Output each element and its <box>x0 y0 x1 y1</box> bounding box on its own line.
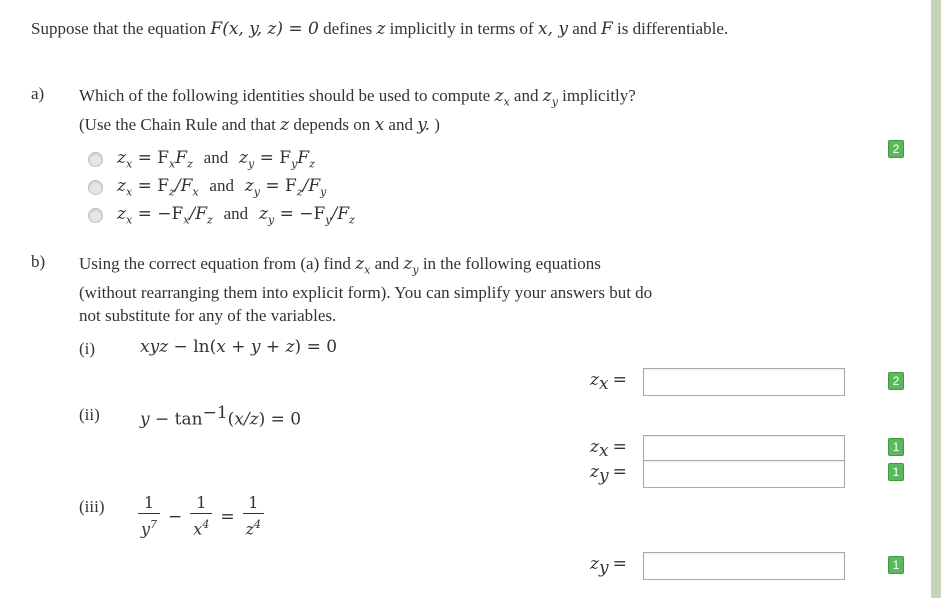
subpart-ii-zx-points-badge: 1 <box>888 438 904 456</box>
intro-text-5: is differentiable. <box>617 19 729 38</box>
subpart-ii-equation: $y - \tan^{-1}(x/z) = 0$ <box>140 403 302 430</box>
option-3-radio[interactable] <box>88 208 103 223</box>
part-a-q6: ) <box>434 115 440 135</box>
subpart-ii-zy-input[interactable] <box>643 460 845 488</box>
part-a-question <box>79 84 779 137</box>
intro-F: F <box>600 19 613 39</box>
subpart-ii-zx-input[interactable] <box>643 435 845 463</box>
fraction-1: $\frac{1}{y^7}$ <box>138 493 160 540</box>
subpart-i-points-badge: 2 <box>888 372 904 390</box>
part-a-points-badge: 2 <box>888 140 904 158</box>
part-a-zx: $z_x$ <box>494 86 510 109</box>
intro-text-2: defines <box>323 19 373 38</box>
intro-z: z <box>376 19 386 39</box>
option-3[interactable] <box>88 203 355 227</box>
option-2[interactable] <box>88 175 326 199</box>
part-b-q2: in the following equations <box>422 254 601 273</box>
part-b-zx: $z_x$ <box>355 254 371 277</box>
subpart-ii-label: (ii) <box>79 405 100 424</box>
subpart-iii-zy-input[interactable] <box>643 552 845 580</box>
part-a-q5: and <box>388 115 413 135</box>
part-b-zy: $z_y$ <box>403 254 419 277</box>
subpart-iii-equation <box>138 493 264 540</box>
part-a-zy: $z_y$ <box>542 86 558 109</box>
intro-equation: F(x, y, z) = 0 <box>210 19 319 39</box>
part-b-q3: (without rearranging them into explicit form). You can simplify your answers but do <box>79 283 653 303</box>
part-a-q3z: z <box>280 115 290 136</box>
option-3-text: $z_x = -F_x/F_z$ and $z_y = -F_y/F_z$ <box>117 203 355 227</box>
intro-xy: x, y <box>537 19 568 39</box>
option-2-radio[interactable] <box>88 180 103 195</box>
intro-text-1: Suppose that the equation <box>31 19 207 38</box>
part-a-label: a) <box>31 84 45 103</box>
problem-intro <box>31 17 751 41</box>
subpart-iii-points-badge: 1 <box>888 556 904 574</box>
subpart-i-answer-label: $z_x$ = <box>590 370 627 395</box>
subpart-ii-zx-label: $z_x$ = <box>590 437 627 462</box>
part-b-and: and <box>374 254 400 273</box>
part-a-q5y: y. <box>417 115 430 136</box>
option-2-text: $z_x = F_z/F_x$ and $z_y = F_z/F_y$ <box>117 175 327 199</box>
subpart-i-zx-input[interactable] <box>643 368 845 396</box>
subpart-iii-answer-label: $z_y$ = <box>590 554 627 579</box>
option-1-text: $z_x = F_xF_z$ and $z_y = F_yF_z$ <box>117 147 315 171</box>
option-1[interactable] <box>88 147 315 171</box>
fraction-3: $\frac{1}{z^4}$ <box>243 493 264 540</box>
equals-sign: = <box>220 506 235 527</box>
part-b-question <box>79 252 779 327</box>
part-a-q4x: x <box>374 115 385 136</box>
part-a-and: and <box>513 86 539 105</box>
minus-sign: − <box>168 506 183 527</box>
subpart-iii-label: (iii) <box>79 497 105 516</box>
part-a-q4: depends on <box>293 115 371 135</box>
subpart-ii-zy-points-badge: 1 <box>888 463 904 481</box>
part-a-q1: Which of the following identities should be used to compute <box>79 86 491 105</box>
fraction-2: $\frac{1}{x^4}$ <box>190 493 212 540</box>
subpart-i-label: (i) <box>79 339 96 358</box>
subpart-ii-zy-label: $z_y$ = <box>590 462 627 487</box>
part-b-q4: not substitute for any of the variables. <box>79 306 337 326</box>
part-b-q1: Using the correct equation from (a) find <box>79 254 351 273</box>
intro-text-3: implicitly in terms of <box>389 19 534 38</box>
part-a-q3: (Use the Chain Rule and that <box>79 115 276 135</box>
intro-text-4: and <box>572 19 597 38</box>
right-scroll-edge <box>931 0 941 598</box>
option-1-radio[interactable] <box>88 152 103 167</box>
subpart-i-equation: xyz − ln(x + y + z) = 0 <box>140 337 338 357</box>
part-a-q2: implicitly? <box>562 86 636 105</box>
part-b-label: b) <box>31 252 46 271</box>
